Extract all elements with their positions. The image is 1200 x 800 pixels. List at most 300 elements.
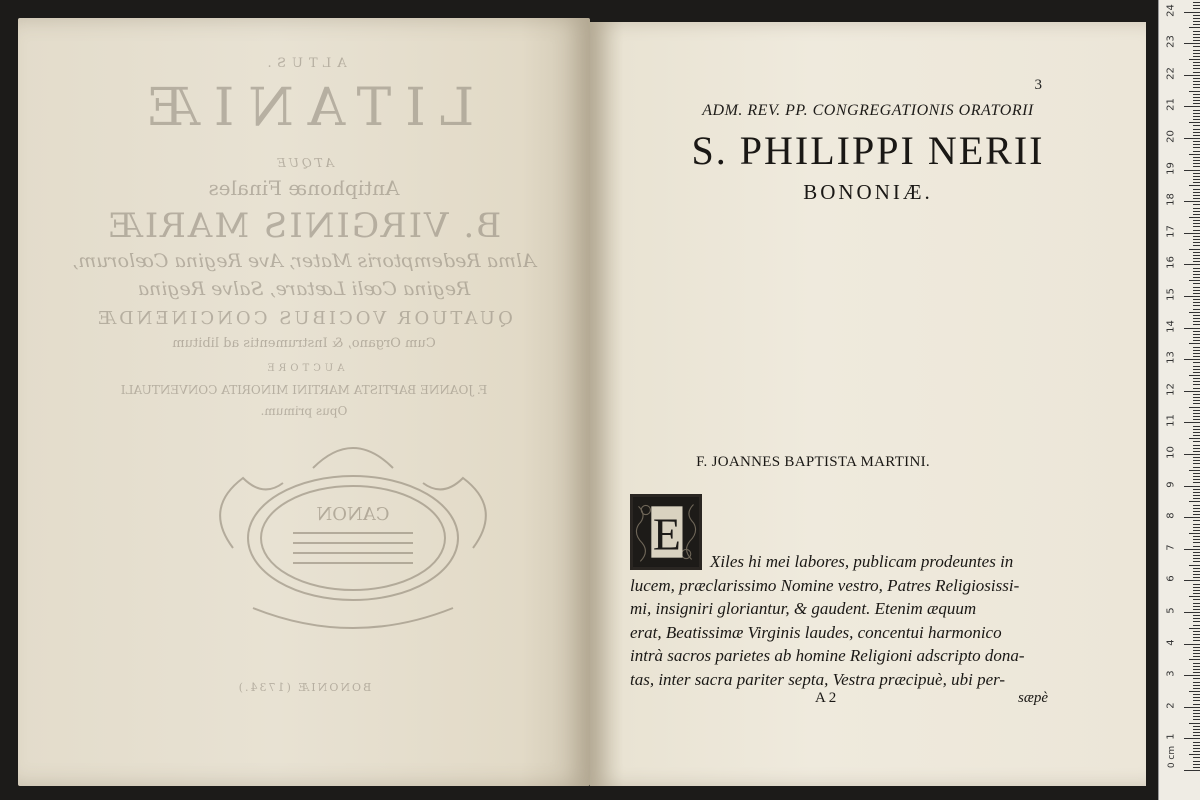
- ruler-tick: [1189, 470, 1200, 471]
- ruler-number: 8: [1165, 512, 1177, 519]
- ruler-tick: [1193, 625, 1200, 626]
- ruler-number: 18: [1165, 193, 1177, 207]
- ruler-tick: [1193, 751, 1200, 752]
- ruler-number: 23: [1165, 35, 1177, 49]
- ruler-tick: [1193, 62, 1200, 63]
- bleed-line: F. JOANNE BAPTISTA MARTINI MINORITA CONVENTUALI: [120, 383, 488, 397]
- ruler-tick: [1193, 274, 1200, 275]
- ruler-tick: [1193, 637, 1200, 638]
- ruler-number: 17: [1165, 224, 1177, 238]
- ruler-tick: [1193, 287, 1200, 288]
- ruler-tick: [1189, 628, 1200, 629]
- bleed-line: Alma Redemptoris Mater, Ave Regina Cœlorum,: [72, 250, 536, 272]
- ruler-tick: [1184, 580, 1200, 581]
- ruler-tick: [1189, 723, 1200, 724]
- ruler-number: 2: [1165, 702, 1177, 709]
- ruler-tick: [1193, 669, 1200, 670]
- ruler-tick: [1189, 59, 1200, 60]
- ruler-tick: [1193, 448, 1200, 449]
- ruler-tick: [1193, 293, 1200, 294]
- ruler-tick: [1193, 340, 1200, 341]
- ruler-tick: [1193, 384, 1200, 385]
- ruler-tick: [1193, 119, 1200, 120]
- ruler-tick: [1193, 87, 1200, 88]
- ruler-tick: [1184, 170, 1200, 171]
- ruler-tick: [1184, 75, 1200, 76]
- ruler-tick: [1193, 599, 1200, 600]
- ruler-tick: [1193, 305, 1200, 306]
- ruler-number: 6: [1165, 575, 1177, 583]
- ruler-tick: [1193, 324, 1200, 325]
- ruler-tick: [1193, 403, 1200, 404]
- right-page: [590, 22, 1146, 786]
- ruler-tick: [1189, 217, 1200, 218]
- ruler-tick: [1193, 505, 1200, 506]
- show-through-text: [628, 172, 1098, 496]
- ruler-tick: [1193, 429, 1200, 430]
- ruler-tick: [1193, 704, 1200, 705]
- ruler-tick: [1193, 666, 1200, 667]
- ruler-tick: [1184, 707, 1200, 708]
- ruler-number: 24: [1165, 3, 1177, 17]
- ruler-tick: [1193, 78, 1200, 79]
- ruler-tick: [1193, 694, 1200, 695]
- bleed-line: Opus primum.: [260, 404, 348, 418]
- ruler-tick: [1193, 334, 1200, 335]
- ruler-tick: [1193, 31, 1200, 32]
- ruler-tick: [1184, 138, 1200, 139]
- ruler-tick: [1193, 473, 1200, 474]
- ruler-tick: [1193, 103, 1200, 104]
- ruler-tick: [1184, 612, 1200, 613]
- ruler-tick: [1193, 255, 1200, 256]
- ruler-tick: [1193, 362, 1200, 363]
- ruler-number: 3: [1165, 670, 1177, 677]
- ruler-tick: [1193, 271, 1200, 272]
- ruler-tick: [1193, 561, 1200, 562]
- ruler-tick: [1193, 56, 1200, 57]
- ruler-tick: [1193, 353, 1200, 354]
- ruler-tick: [1184, 486, 1200, 487]
- ruler-tick: [1193, 347, 1200, 348]
- ruler-tick: [1193, 261, 1200, 262]
- author-signature: F. JOANNES BAPTISTA MARTINI.: [696, 454, 930, 470]
- ruler-tick: [1193, 299, 1200, 300]
- ruler-tick: [1193, 634, 1200, 635]
- ruler-tick: [1193, 239, 1200, 240]
- ruler-tick: [1193, 100, 1200, 101]
- bleed-line: BONONIÆ (1734.): [236, 681, 372, 694]
- ruler-tick: [1193, 697, 1200, 698]
- ruler-tick: [1193, 125, 1200, 126]
- signature-mark: A 2: [815, 690, 837, 706]
- ruler-tick: [1193, 157, 1200, 158]
- ruler-tick: [1193, 555, 1200, 556]
- ruler-tick: [1193, 223, 1200, 224]
- ruler-tick: [1193, 514, 1200, 515]
- ruler-number: 11: [1165, 414, 1177, 428]
- body-line: lucem, præclarissimo Nomine vestro, Patres Religiosissi-: [630, 575, 1020, 595]
- bleed-line: LITANIÆ: [133, 78, 475, 138]
- ruler-tick: [1193, 53, 1200, 54]
- ruler-tick: [1193, 24, 1200, 25]
- ruler-tick: [1189, 565, 1200, 566]
- ruler-tick: [1193, 678, 1200, 679]
- ruler-tick: [1193, 214, 1200, 215]
- ruler-tick: [1193, 413, 1200, 414]
- ruler-tick: [1193, 356, 1200, 357]
- ruler-tick: [1193, 40, 1200, 41]
- dedication-heading-line1: ADM. REV. PP. CONGREGATIONIS ORATORII: [702, 102, 1034, 119]
- ruler-tick: [1193, 479, 1200, 480]
- ruler-tick: [1193, 397, 1200, 398]
- ruler-tick: [1189, 438, 1200, 439]
- ruler-tick: [1193, 700, 1200, 701]
- ruler-tick: [1193, 577, 1200, 578]
- bleed-line: QUATUOR VOCIBUS CONCINENDÆ: [95, 308, 513, 329]
- ruler-tick: [1193, 5, 1200, 6]
- ruler-tick: [1193, 245, 1200, 246]
- ruler-tick: [1193, 147, 1200, 148]
- ruler-tick: [1193, 372, 1200, 373]
- ruler-tick: [1184, 106, 1200, 107]
- ruler-tick: [1193, 568, 1200, 569]
- ruler-tick: [1193, 151, 1200, 152]
- ruler-tick: [1193, 15, 1200, 16]
- ruler-tick: [1193, 129, 1200, 130]
- ruler-tick: [1193, 647, 1200, 648]
- ruler-tick: [1193, 552, 1200, 553]
- ruler-tick: [1184, 517, 1200, 518]
- ruler-tick: [1193, 321, 1200, 322]
- ruler-tick: [1193, 584, 1200, 585]
- ruler-tick: [1193, 400, 1200, 401]
- ruler-tick: [1193, 192, 1200, 193]
- ruler-number: 16: [1165, 256, 1177, 270]
- bleed-line: ALTUS.: [261, 56, 347, 71]
- ruler-tick: [1193, 268, 1200, 269]
- ruler-tick: [1189, 154, 1200, 155]
- ruler-tick: [1189, 407, 1200, 408]
- ruler-tick: [1193, 416, 1200, 417]
- emblem-label: CANON: [316, 504, 390, 525]
- ruler-tick: [1184, 201, 1200, 202]
- ruler-tick: [1193, 767, 1200, 768]
- ruler-tick: [1193, 508, 1200, 509]
- ruler-tick: [1189, 375, 1200, 376]
- ruler-tick: [1193, 587, 1200, 588]
- ruler-tick: [1193, 160, 1200, 161]
- ruler-tick: [1184, 675, 1200, 676]
- page-footer: [630, 690, 1090, 710]
- dedication-heading-line2: S. PHILIPPI NERII: [691, 128, 1045, 173]
- ruler-number: 19: [1165, 161, 1177, 175]
- ruler-tick: [1193, 394, 1200, 395]
- ruler-tick: [1193, 72, 1200, 73]
- ruler-tick: [1193, 94, 1200, 95]
- ruler-tick: [1193, 37, 1200, 38]
- ruler-tick: [1189, 91, 1200, 92]
- ruler-number: 12: [1165, 382, 1177, 396]
- ruler-tick: [1193, 318, 1200, 319]
- ruler-tick: [1193, 520, 1200, 521]
- ruler-tick: [1193, 68, 1200, 69]
- ruler-tick: [1189, 343, 1200, 344]
- ruler-tick: [1193, 672, 1200, 673]
- ruler-tick: [1193, 220, 1200, 221]
- ruler-tick: [1193, 726, 1200, 727]
- ruler-tick: [1189, 659, 1200, 660]
- ruler-tick: [1193, 539, 1200, 540]
- ruler-tick: [1193, 615, 1200, 616]
- dedication-body: [630, 552, 1090, 693]
- ruler-tick: [1189, 249, 1200, 250]
- ruler-tick: [1193, 258, 1200, 259]
- ruler-tick: [1193, 50, 1200, 51]
- ruler-tick: [1184, 359, 1200, 360]
- ruler-tick: [1193, 463, 1200, 464]
- ruler-tick: [1193, 735, 1200, 736]
- ruler-number: 1: [1165, 733, 1177, 741]
- ruler-tick: [1193, 574, 1200, 575]
- ruler-tick: [1193, 182, 1200, 183]
- ruler-tick: [1193, 527, 1200, 528]
- ruler-tick: [1193, 302, 1200, 303]
- ruler-tick: [1184, 738, 1200, 739]
- ruler-tick: [1193, 492, 1200, 493]
- ruler-tick: [1193, 729, 1200, 730]
- ruler-tick: [1193, 498, 1200, 499]
- ruler-tick: [1189, 691, 1200, 692]
- ruler-tick: [1193, 495, 1200, 496]
- ruler-tick: [1189, 754, 1200, 755]
- ruler-tick: [1193, 719, 1200, 720]
- ruler-tick: [1193, 378, 1200, 379]
- ruler-tick: [1193, 97, 1200, 98]
- ruler-tick: [1193, 757, 1200, 758]
- ruler-tick: [1193, 350, 1200, 351]
- ruler-tick: [1189, 533, 1200, 534]
- ruler-tick: [1193, 542, 1200, 543]
- ruler-tick: [1193, 18, 1200, 19]
- ruler-tick: [1193, 419, 1200, 420]
- ruler-tick: [1193, 445, 1200, 446]
- bleed-line: Cum Organo, & Instrumentis ad libitum: [172, 336, 436, 351]
- ruler-tick: [1189, 122, 1200, 123]
- ruler-tick: [1184, 644, 1200, 645]
- ruler-tick: [1193, 511, 1200, 512]
- bleed-line: Antiphonæ Finales: [208, 176, 400, 200]
- ruler-tick: [1193, 110, 1200, 111]
- ruler-tick: [1193, 435, 1200, 436]
- ruler-tick: [1193, 34, 1200, 35]
- body-line: intrà sacros parietes ab homine Religioni adscripto dona-: [630, 646, 1025, 665]
- ruler-tick: [1193, 388, 1200, 389]
- page-number: 3: [1034, 77, 1042, 93]
- ruler-tick: [1193, 467, 1200, 468]
- ruler-tick: [1193, 546, 1200, 547]
- ruler-tick: [1193, 476, 1200, 477]
- ruler-number: 15: [1165, 288, 1177, 301]
- ruler-tick: [1193, 432, 1200, 433]
- ruler-number: 21: [1165, 98, 1177, 112]
- ruler-tick: [1193, 315, 1200, 316]
- ruler-tick: [1189, 27, 1200, 28]
- ruler-number: 10: [1165, 446, 1177, 459]
- ruler-tick: [1193, 732, 1200, 733]
- ruler-tick: [1193, 716, 1200, 717]
- ruler-tick: [1193, 81, 1200, 82]
- body-line: erat, Beatissimæ Virginis laudes, concentui harmonico: [630, 622, 1002, 642]
- ruler-tick: [1193, 748, 1200, 749]
- ruler-tick: [1193, 236, 1200, 237]
- ruler-tick: [1193, 764, 1200, 765]
- ruler-tick: [1193, 640, 1200, 641]
- ruler-tick: [1193, 309, 1200, 310]
- ruler-tick: [1193, 618, 1200, 619]
- ruler-tick: [1193, 21, 1200, 22]
- ruler-unit: 0 cm: [1167, 745, 1178, 769]
- ruler-tick: [1189, 501, 1200, 502]
- bleed-line: AUCTORE: [263, 363, 345, 374]
- ruler-tick: [1193, 606, 1200, 607]
- left-page: [18, 18, 590, 786]
- initial-letter: E: [652, 508, 681, 560]
- ruler-tick: [1193, 381, 1200, 382]
- ruler-tick: [1193, 208, 1200, 209]
- measurement-ruler: [1158, 0, 1200, 800]
- ruler-tick: [1193, 132, 1200, 133]
- ruler-tick: [1193, 713, 1200, 714]
- ruler-tick: [1184, 233, 1200, 234]
- ruler-tick: [1193, 277, 1200, 278]
- ruler-tick: [1184, 454, 1200, 455]
- ruler-tick: [1184, 770, 1200, 771]
- ruler-tick: [1193, 113, 1200, 114]
- ruler-tick: [1193, 189, 1200, 190]
- ruler-tick: [1193, 609, 1200, 610]
- body-line: tas, inter sacra pariter septa, Vestra præcipuè, ubi per-: [630, 669, 1006, 689]
- ruler-tick: [1193, 176, 1200, 177]
- ruler-tick: [1193, 163, 1200, 164]
- ruler-tick: [1184, 12, 1200, 13]
- ruler-number: 4: [1165, 638, 1177, 646]
- ruler-tick: [1193, 710, 1200, 711]
- ruler-tick: [1193, 242, 1200, 243]
- ruler-tick: [1193, 441, 1200, 442]
- ruler-tick: [1193, 252, 1200, 253]
- ruler-tick: [1193, 226, 1200, 227]
- ruler-number: 20: [1165, 130, 1177, 143]
- ruler-tick: [1193, 195, 1200, 196]
- ruler-tick: [1189, 312, 1200, 313]
- ruler-tick: [1184, 328, 1200, 329]
- body-line: Xiles hi mei labores, publicam prodeuntes in: [710, 552, 1014, 571]
- catchword: sæpè: [1018, 690, 1048, 706]
- ruler-tick: [1193, 337, 1200, 338]
- ruler-tick: [1193, 460, 1200, 461]
- ruler-tick: [1193, 166, 1200, 167]
- ruler-tick: [1193, 685, 1200, 686]
- ruler-tick: [1193, 426, 1200, 427]
- ruler-tick: [1193, 590, 1200, 591]
- ruler-tick: [1193, 524, 1200, 525]
- ruler-tick: [1184, 391, 1200, 392]
- ruler-tick: [1193, 230, 1200, 231]
- bleed-line: B. VIRGINIS MARIÆ: [106, 206, 502, 246]
- ruler-tick: [1193, 211, 1200, 212]
- ruler-tick: [1193, 745, 1200, 746]
- ruler-tick: [1184, 549, 1200, 550]
- ruler-tick: [1193, 558, 1200, 559]
- ruler-tick: [1193, 571, 1200, 572]
- ruler-tick: [1193, 593, 1200, 594]
- ruler-number: 5: [1165, 607, 1177, 614]
- ruler-tick: [1193, 530, 1200, 531]
- ruler-tick: [1193, 663, 1200, 664]
- ruler-tick: [1193, 283, 1200, 284]
- ruler-tick: [1193, 366, 1200, 367]
- ruler-tick: [1193, 688, 1200, 689]
- ruler-tick: [1189, 596, 1200, 597]
- ruler-tick: [1193, 204, 1200, 205]
- ruler-tick: [1193, 65, 1200, 66]
- ruler-tick: [1193, 682, 1200, 683]
- ruler-tick: [1193, 290, 1200, 291]
- ruler-tick: [1193, 742, 1200, 743]
- ruler-tick: [1193, 621, 1200, 622]
- ruler-number: 7: [1165, 544, 1177, 551]
- ruler-tick: [1193, 761, 1200, 762]
- bleed-line: Regina Cœli Lætare, Salve Regina: [137, 278, 471, 300]
- ruler-tick: [1193, 369, 1200, 370]
- ruler-tick: [1193, 536, 1200, 537]
- bleed-line: ATQUE: [274, 156, 334, 170]
- ruler-tick: [1184, 264, 1200, 265]
- ruler-tick: [1193, 2, 1200, 3]
- ruler-tick: [1193, 46, 1200, 47]
- ruler-number: 22: [1165, 66, 1177, 80]
- ruler-tick: [1193, 482, 1200, 483]
- ruler-tick: [1193, 84, 1200, 85]
- cartouche-emblem: [193, 438, 513, 638]
- ruler-tick: [1193, 489, 1200, 490]
- ruler-tick: [1193, 331, 1200, 332]
- ruler-tick: [1193, 198, 1200, 199]
- ruler-tick: [1184, 43, 1200, 44]
- ruler-tick: [1193, 410, 1200, 411]
- ruler-number: 14: [1165, 319, 1177, 333]
- bleed-through-title-page: [18, 18, 590, 786]
- ruler-tick: [1193, 603, 1200, 604]
- ruler-tick: [1193, 179, 1200, 180]
- ruler-tick: [1193, 135, 1200, 136]
- ruler-tick: [1193, 631, 1200, 632]
- ruler-tick: [1193, 8, 1200, 9]
- ruler-number: 9: [1165, 480, 1177, 488]
- ruler-tick: [1193, 451, 1200, 452]
- ruler-tick: [1193, 457, 1200, 458]
- ruler-tick: [1193, 650, 1200, 651]
- dedication-heading-line3: BONONIÆ.: [803, 180, 933, 204]
- ruler-tick: [1193, 141, 1200, 142]
- ruler-tick: [1193, 144, 1200, 145]
- ruler-tick: [1189, 280, 1200, 281]
- ruler-tick: [1193, 656, 1200, 657]
- ruler-tick: [1184, 296, 1200, 297]
- ruler-tick: [1193, 173, 1200, 174]
- ruler-tick: [1189, 185, 1200, 186]
